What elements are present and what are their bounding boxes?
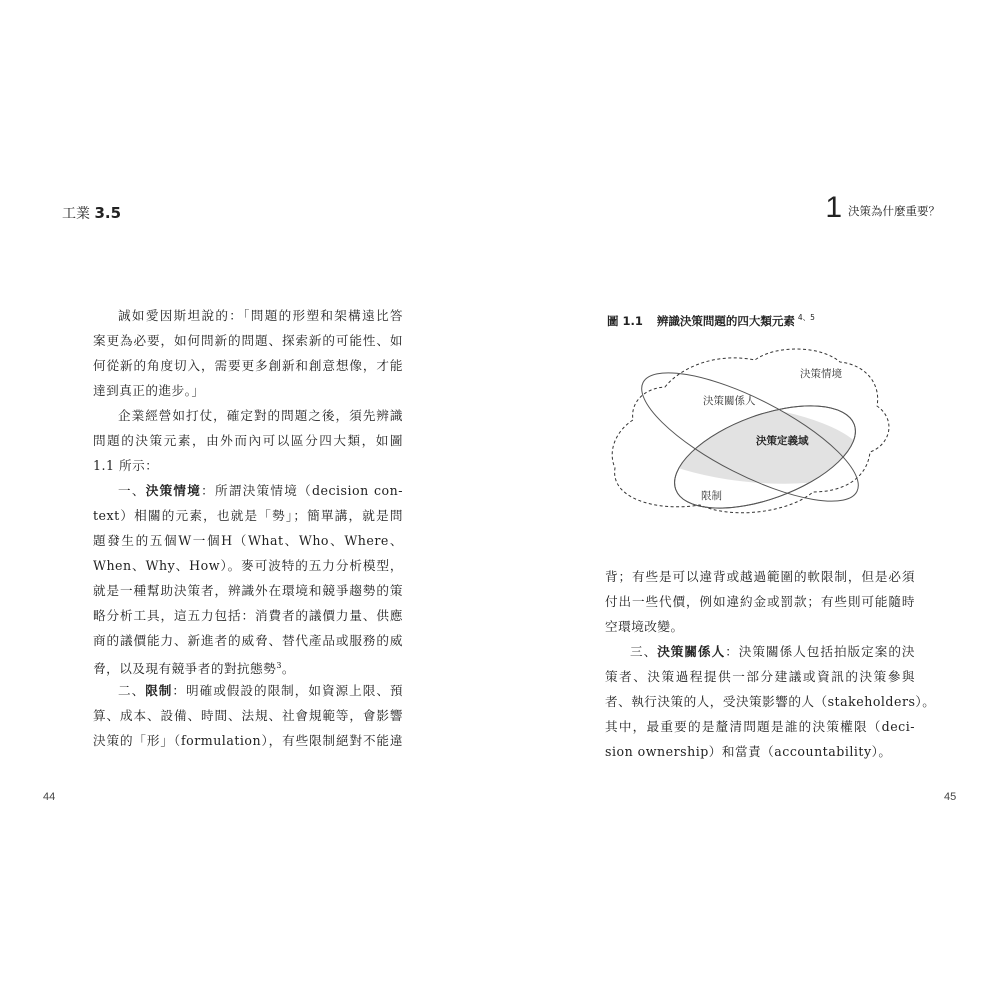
body-line [93, 678, 403, 703]
line-text: 誠如愛因斯坦說的：「問題的形塑和架構遠比答 [118, 308, 403, 323]
line-text: 何從新的角度切入，需要更多創新和創意想像，才能 [93, 358, 403, 373]
body-line [93, 553, 403, 578]
list-marker: 一、 [118, 483, 146, 498]
body-line [93, 628, 403, 653]
line-text: 決策的「形」（formulation），有些限制絕對不能違 [93, 733, 403, 748]
body-line [93, 503, 403, 528]
label-constraints: 限制 [701, 490, 722, 502]
book-title-label: 工業 [62, 206, 90, 222]
line-text: 達到真正的進步。」 [93, 383, 205, 398]
chapter-title: 決策為什麼重要？ [848, 204, 940, 218]
body-line [93, 353, 403, 378]
body-line [93, 603, 403, 628]
body-line [93, 578, 403, 603]
line-text: 題發生的五個W一個H（What、Who、Where、 [93, 533, 403, 548]
page-number-left: 44 [43, 791, 56, 803]
left-body-text [93, 303, 403, 753]
line-text: 背；有些是可以違背或越過範圍的軟限制，但是必須 [605, 569, 915, 584]
body-line [93, 378, 403, 403]
body-line [93, 328, 403, 353]
line-text: When、Why、How）。麥可波特的五力分析模型， [93, 558, 403, 573]
label-decision-context: 決策情境 [800, 368, 842, 380]
body-line [605, 714, 915, 739]
label-stakeholders: 決策關係人 [703, 395, 756, 407]
line-text: 商的議價能力、新進者的威脅、替代產品或服務的威 [93, 633, 403, 648]
page-number-right: 45 [944, 791, 957, 803]
body-line [93, 728, 403, 753]
body-line [605, 739, 915, 764]
line-text: 算、成本、設備、時間、法規、社會規範等，會影響 [93, 708, 403, 723]
line-text: ：所謂決策情境（decision con- [201, 483, 404, 498]
body-line [605, 589, 915, 614]
running-head-chapter [825, 193, 940, 223]
figure-number: 圖 1.1 [607, 313, 643, 328]
keyword-term: 決策情境 [145, 483, 202, 498]
line-text: 問題的決策元素，由外而內可以區分四大類，如圖 [93, 433, 403, 448]
figure-refs: 4、5 [797, 313, 815, 322]
figure-title: 辨識決策問題的四大類元素 [656, 313, 795, 328]
line-text: 空環境改變。 [605, 619, 684, 634]
list-marker: 二、 [118, 683, 146, 698]
running-head-book-title [62, 203, 121, 223]
line-text: 其中，最重要的是釐清問題是誰的決策權限（deci- [605, 719, 915, 734]
label-decision-domain: 決策定義域 [756, 435, 809, 447]
line-text: 策者、決策過程提供一部分建議或資訊的決策參與 [605, 669, 915, 684]
body-line [93, 428, 403, 453]
line-text: 案更為必要，如何問新的問題、探索新的可能性、如 [93, 333, 403, 348]
keyword-term: 限制 [145, 683, 173, 698]
line-text: 就是一種幫助決策者，辨識外在環境和競爭趨勢的策 [93, 583, 403, 598]
book-title-number: 3.5 [94, 204, 122, 222]
diagram-svg [605, 340, 905, 530]
body-line [605, 689, 936, 714]
footnote-ref: 3 [276, 661, 282, 670]
body-line [605, 639, 915, 664]
body-line [605, 564, 915, 589]
core-domain-overlap [661, 385, 868, 529]
line-text-end: 。 [281, 661, 295, 677]
line-text: sion ownership）和當責（accountability）。 [605, 744, 892, 759]
line-text: 脅，以及現有競爭者的對抗態勢 [93, 661, 277, 677]
body-line [605, 664, 915, 689]
line-text: 企業經營如打仗，確定對的問題之後，須先辨識 [118, 408, 403, 423]
keyword-term: 決策關係人 [657, 644, 726, 659]
body-line [93, 653, 403, 678]
list-marker: 三、 [630, 644, 658, 659]
body-line [93, 528, 403, 553]
line-text: 1.1 所示： [93, 458, 159, 473]
line-text: 者、執行決策的人，受決策影響的人（stakeholders）。 [605, 694, 936, 709]
line-text: ：明確或假設的限制，如資源上限、預 [172, 683, 404, 698]
line-text: ：決策關係人包括拍版定案的決 [725, 644, 916, 659]
line-text: 付出一些代價，例如違約金或罰款；有些則可能隨時 [605, 594, 915, 609]
body-line [605, 614, 915, 639]
body-line [93, 303, 403, 328]
body-line [93, 403, 403, 428]
body-line [93, 703, 403, 728]
figure-caption [607, 312, 815, 329]
line-text: 略分析工具，這五力包括：消費者的議價力量、供應 [93, 608, 403, 623]
right-body-text [605, 564, 936, 764]
decision-elements-diagram [605, 340, 905, 530]
body-line [93, 478, 403, 503]
body-line [93, 453, 403, 478]
chapter-number: 1 [825, 191, 842, 224]
line-text: text）相關的元素，也就是「勢」；簡單講，就是問 [93, 508, 403, 523]
